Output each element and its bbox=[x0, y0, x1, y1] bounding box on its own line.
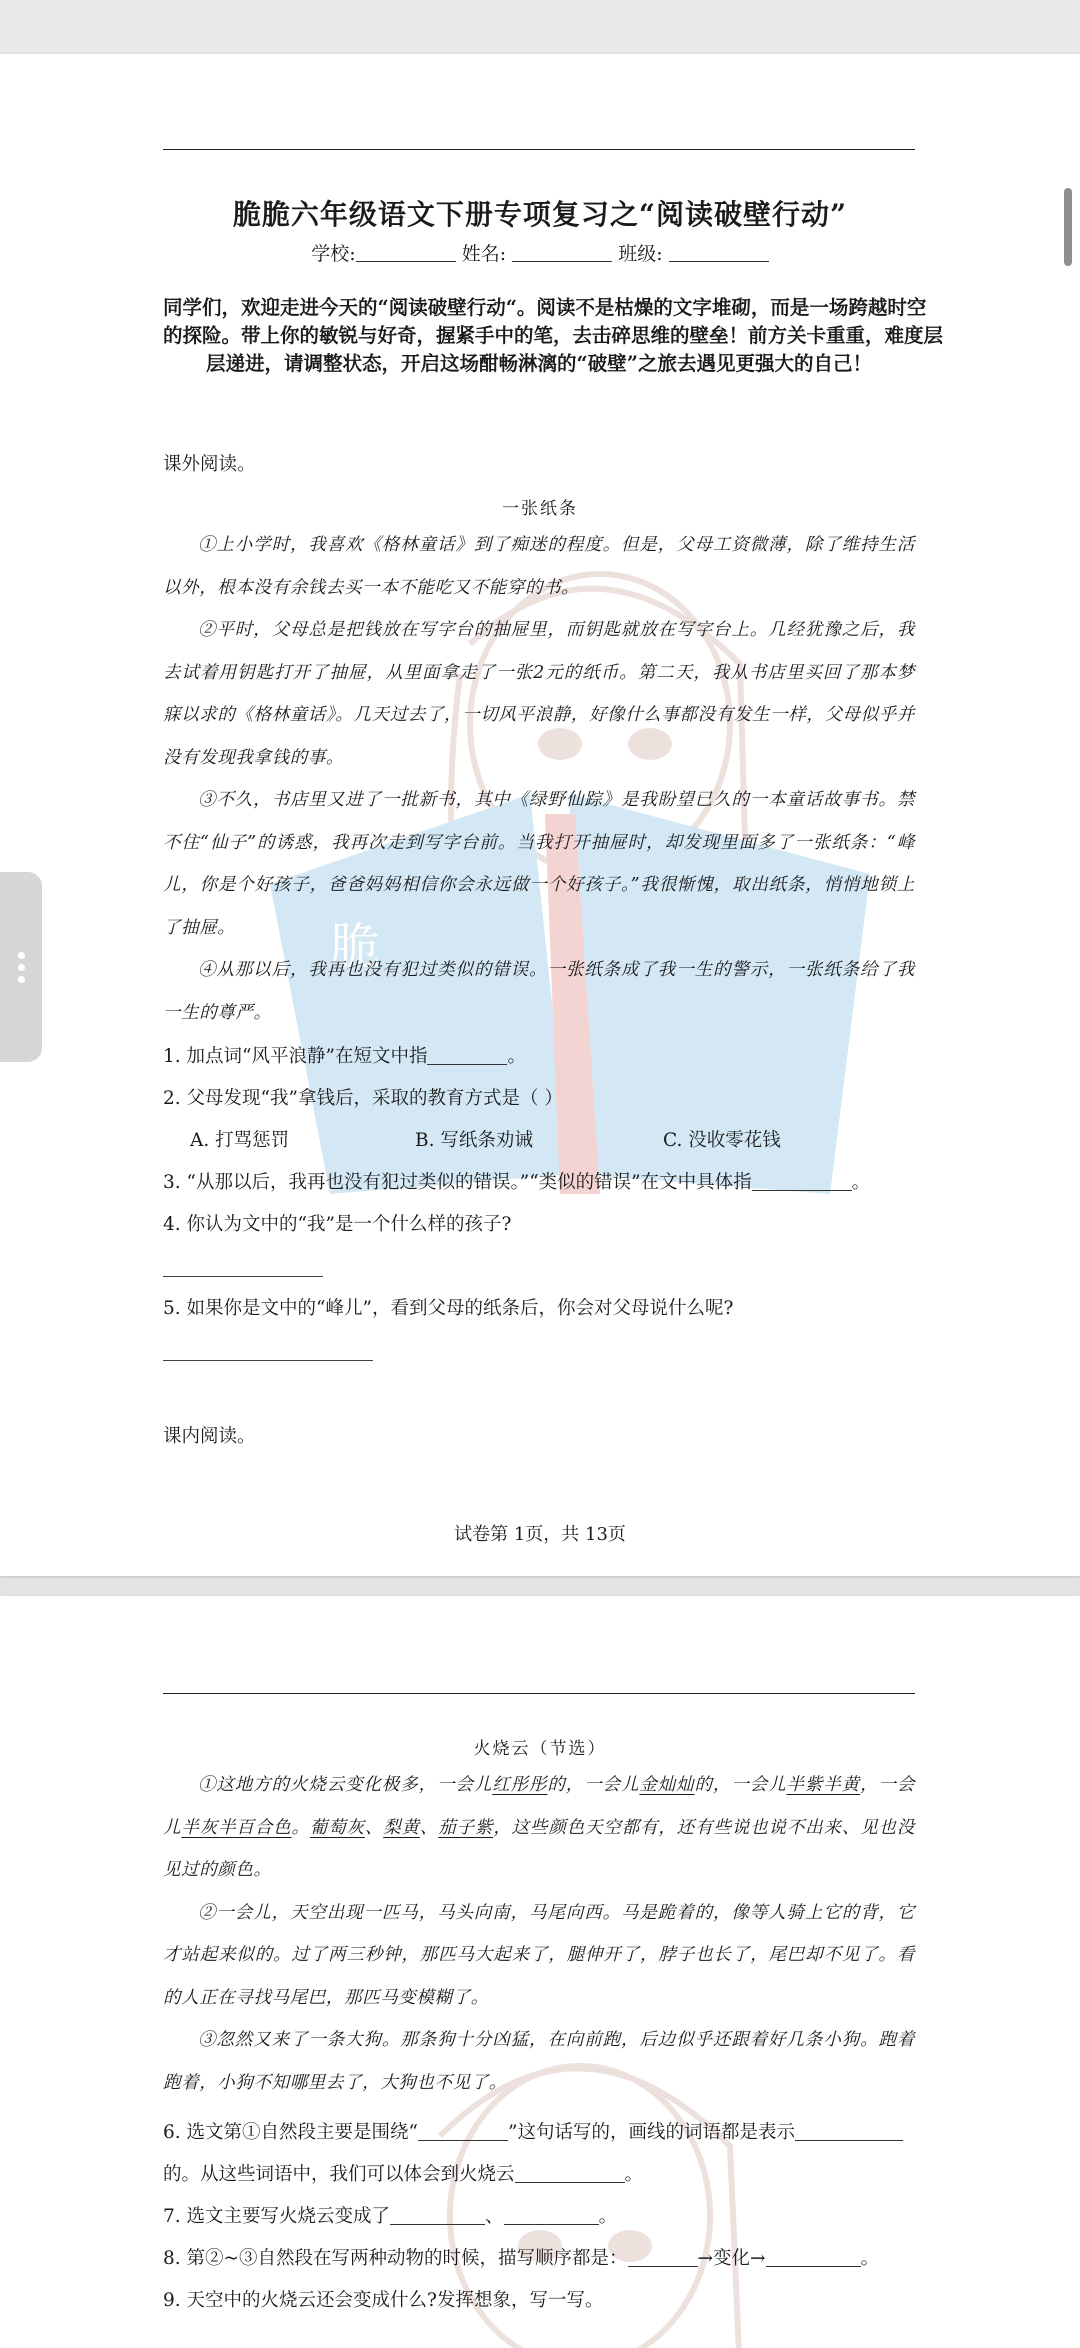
answer-blank[interactable] bbox=[418, 2122, 508, 2141]
question-2-options bbox=[190, 1126, 781, 1152]
text: ①这地方的火烧云变化极多，一会儿 bbox=[198, 1775, 493, 1795]
text: 、 bbox=[364, 1817, 384, 1838]
question-text: 1. 加点词“风平浪静”在短文中指 bbox=[163, 1046, 428, 1067]
question-text: 。 bbox=[507, 1046, 526, 1067]
question-text: 。 bbox=[860, 2248, 880, 2269]
question-2: 2. 父母发现“我”拿钱后，采取的教育方式是（ ） bbox=[163, 1088, 563, 1109]
school-field[interactable] bbox=[356, 243, 456, 262]
question-9: 9. 天空中的火烧云还会变成什么?发挥想象，写一写。 bbox=[163, 2290, 604, 2311]
passage-title: 火烧云（节选） bbox=[473, 1739, 607, 1759]
paragraph: ③不久，书店里又进了一批新书，其中《绿野仙踪》是我盼望已久的一本童话故事书。禁不住“仙子”的诱惑，我再次走到写字台前。当我打开抽屉时，却发现里面多了一张纸条：“峰儿，你是个好孩子，爸爸妈妈相信你会永远做一个好孩子。”我很惭愧，取出纸条，悄悄地锁上了抽屉。 bbox=[163, 790, 915, 938]
underlined-word: 半灰半百合色 bbox=[181, 1817, 292, 1838]
question-text: ”这句话写的，画线的词语都是表示 bbox=[508, 2122, 795, 2143]
option-a[interactable]: A. 打骂惩罚 bbox=[190, 1130, 290, 1151]
underlined-word: 金灿灿 bbox=[639, 1775, 695, 1795]
option-b[interactable]: B. 写纸条劝诫 bbox=[415, 1130, 533, 1151]
question-text: 8. 第②~③自然段在写两种动物的时候，描写顺序都是： bbox=[163, 2248, 628, 2269]
answer-blank[interactable] bbox=[628, 2248, 698, 2267]
answer-line-5[interactable] bbox=[163, 1360, 373, 1361]
school-label: 学校: bbox=[311, 243, 356, 265]
paragraph: ②平时，父母总是把钱放在写字台的抽屉里，而钥匙就放在写字台上。几经犹豫之后，我去试着用钥匙打开了抽屉，从里面拿走了一张2元的纸币。第二天，我从书店里买回了那本梦寐以求的《格林童话》。几天过去了，一切风平浪静，好像什么事都没有发生一样，父母似乎并没有发现我拿钱的事。 bbox=[163, 620, 915, 768]
answer-blank[interactable] bbox=[515, 2164, 625, 2183]
passage-body bbox=[163, 1764, 915, 2104]
text: 的，一会儿 bbox=[547, 1775, 640, 1795]
answer-blank[interactable] bbox=[504, 2206, 599, 2225]
paragraph: ①上小学时，我喜欢《格林童话》到了痴迷的程度。但是，父母工资微薄，除了维持生活以外，根本没有余钱去买一本不能吃又不能穿的书。 bbox=[163, 535, 915, 598]
text: 。 bbox=[291, 1817, 310, 1838]
question-text: 。 bbox=[624, 2164, 644, 2185]
text: 的，一会儿 bbox=[694, 1775, 787, 1795]
class-field[interactable] bbox=[669, 243, 769, 262]
question-1 bbox=[163, 1042, 526, 1068]
scrollbar-thumb[interactable] bbox=[1064, 188, 1072, 266]
page-title: 脆脆六年级语文下册专项复习之“阅读破壁行动” bbox=[232, 198, 848, 231]
intro-line: 层递进，请调整状态，开启这场酣畅淋漓的“破壁”之旅去遇见更强大的自己！ bbox=[206, 352, 872, 375]
student-info bbox=[0, 239, 1080, 266]
underlined-word: 红彤彤 bbox=[492, 1775, 548, 1795]
answer-line-4[interactable] bbox=[163, 1276, 323, 1277]
question-text: 6. 选文第①自然段主要是围绕“ bbox=[163, 2122, 418, 2143]
underlined-word: 葡萄灰 bbox=[309, 1817, 365, 1838]
passage-body bbox=[163, 524, 915, 1034]
question-4: 4. 你认为文中的“我”是一个什么样的孩子? bbox=[163, 1214, 512, 1235]
top-rule bbox=[163, 149, 915, 150]
top-bar bbox=[0, 0, 1080, 52]
option-c[interactable]: C. 没收零花钱 bbox=[663, 1130, 781, 1151]
answer-blank[interactable] bbox=[795, 2122, 903, 2141]
question-text: 。 bbox=[851, 1172, 871, 1193]
handle-dot bbox=[18, 976, 25, 983]
underlined-word: 梨黄 bbox=[383, 1817, 420, 1838]
document-page-1 bbox=[0, 54, 1080, 1576]
intro-line: 同学们，欢迎走进今天的“阅读破壁行动“。阅读不是枯燥的文字堆砌，而是一场跨越时空 bbox=[163, 296, 927, 319]
question-8 bbox=[163, 2244, 879, 2270]
section-heading: 课内阅读。 bbox=[163, 1426, 256, 1447]
question-text: 3. “从那以后，我再也没有犯过类似的错误。”“类似的错误”在文中具体指 bbox=[163, 1172, 752, 1193]
name-field[interactable] bbox=[512, 243, 612, 262]
section-heading: 课外阅读。 bbox=[163, 454, 256, 475]
underlined-word: 半紫半黄 bbox=[786, 1775, 861, 1795]
page-footer: 试卷第 1页，共 13页 bbox=[454, 1524, 626, 1545]
handle-dot bbox=[18, 964, 25, 971]
question-7 bbox=[163, 2202, 617, 2228]
question-6-cont bbox=[163, 2160, 643, 2186]
passage-title: 一张纸条 bbox=[502, 499, 578, 519]
question-6 bbox=[163, 2118, 903, 2144]
question-text: 7. 选文主要写火烧云变成了 bbox=[163, 2206, 391, 2227]
top-rule bbox=[163, 1693, 915, 1694]
intro-line: 的探险。带上你的敏锐与好奇，握紧手中的笔，去击碎思维的壁垒！前方关卡重重，难度层 bbox=[163, 324, 944, 347]
handle-dot bbox=[18, 952, 25, 959]
paragraph: ②一会儿，天空出现一匹马，马头向南，马尾向西。马是跪着的，像等人骑上它的背，它才站起来似的。过了两三秒钟，那匹马大起来了，腿伸开了，脖子也长了，尾巴却不见了。看的人正在寻找马尾巴，那匹马变模糊了。 bbox=[163, 1902, 915, 2008]
side-drawer-handle[interactable] bbox=[0, 872, 42, 1062]
question-5: 5. 如果你是文中的“峰儿”，看到父母的纸条后，你会对父母说什么呢? bbox=[163, 1298, 734, 1319]
underlined-word: 茄子紫 bbox=[438, 1817, 494, 1838]
question-text: 的。从这些词语中，我们可以体会到火烧云 bbox=[163, 2164, 515, 2185]
text: 、 bbox=[419, 1817, 439, 1838]
svg-text:脆: 脆 bbox=[330, 918, 380, 976]
answer-blank[interactable] bbox=[390, 2206, 485, 2225]
name-label: 姓名: bbox=[461, 243, 507, 265]
answer-blank[interactable] bbox=[427, 1046, 507, 1065]
paragraph: ④从那以后，我再也没有犯过类似的错误。一张纸条成了我一生的警示，一张纸条给了我一生的尊严。 bbox=[163, 960, 915, 1023]
text: ，这些颜色天空都有，还有些说也说不出来、见也没见过的颜色。 bbox=[163, 1817, 916, 1880]
class-label: 班级: bbox=[618, 243, 663, 265]
paragraph: ③忽然又来了一条大狗。那条狗十分凶猛，在向前跑，后边似乎还跟着好几条小狗。跑着跑着，小狗不知哪里去了，大狗也不见了。 bbox=[163, 2030, 915, 2093]
answer-blank[interactable] bbox=[766, 2248, 861, 2267]
intro-text bbox=[163, 294, 944, 378]
document-page-2 bbox=[0, 1596, 1080, 2348]
text: ，一会儿 bbox=[163, 1775, 915, 1838]
question-text: 、 bbox=[485, 2206, 504, 2227]
answer-blank[interactable] bbox=[752, 1172, 852, 1191]
question-text: 。 bbox=[598, 2206, 618, 2227]
paragraph-1 bbox=[163, 1764, 915, 1892]
question-3 bbox=[163, 1168, 870, 1194]
question-text: →变化→ bbox=[697, 2248, 766, 2269]
